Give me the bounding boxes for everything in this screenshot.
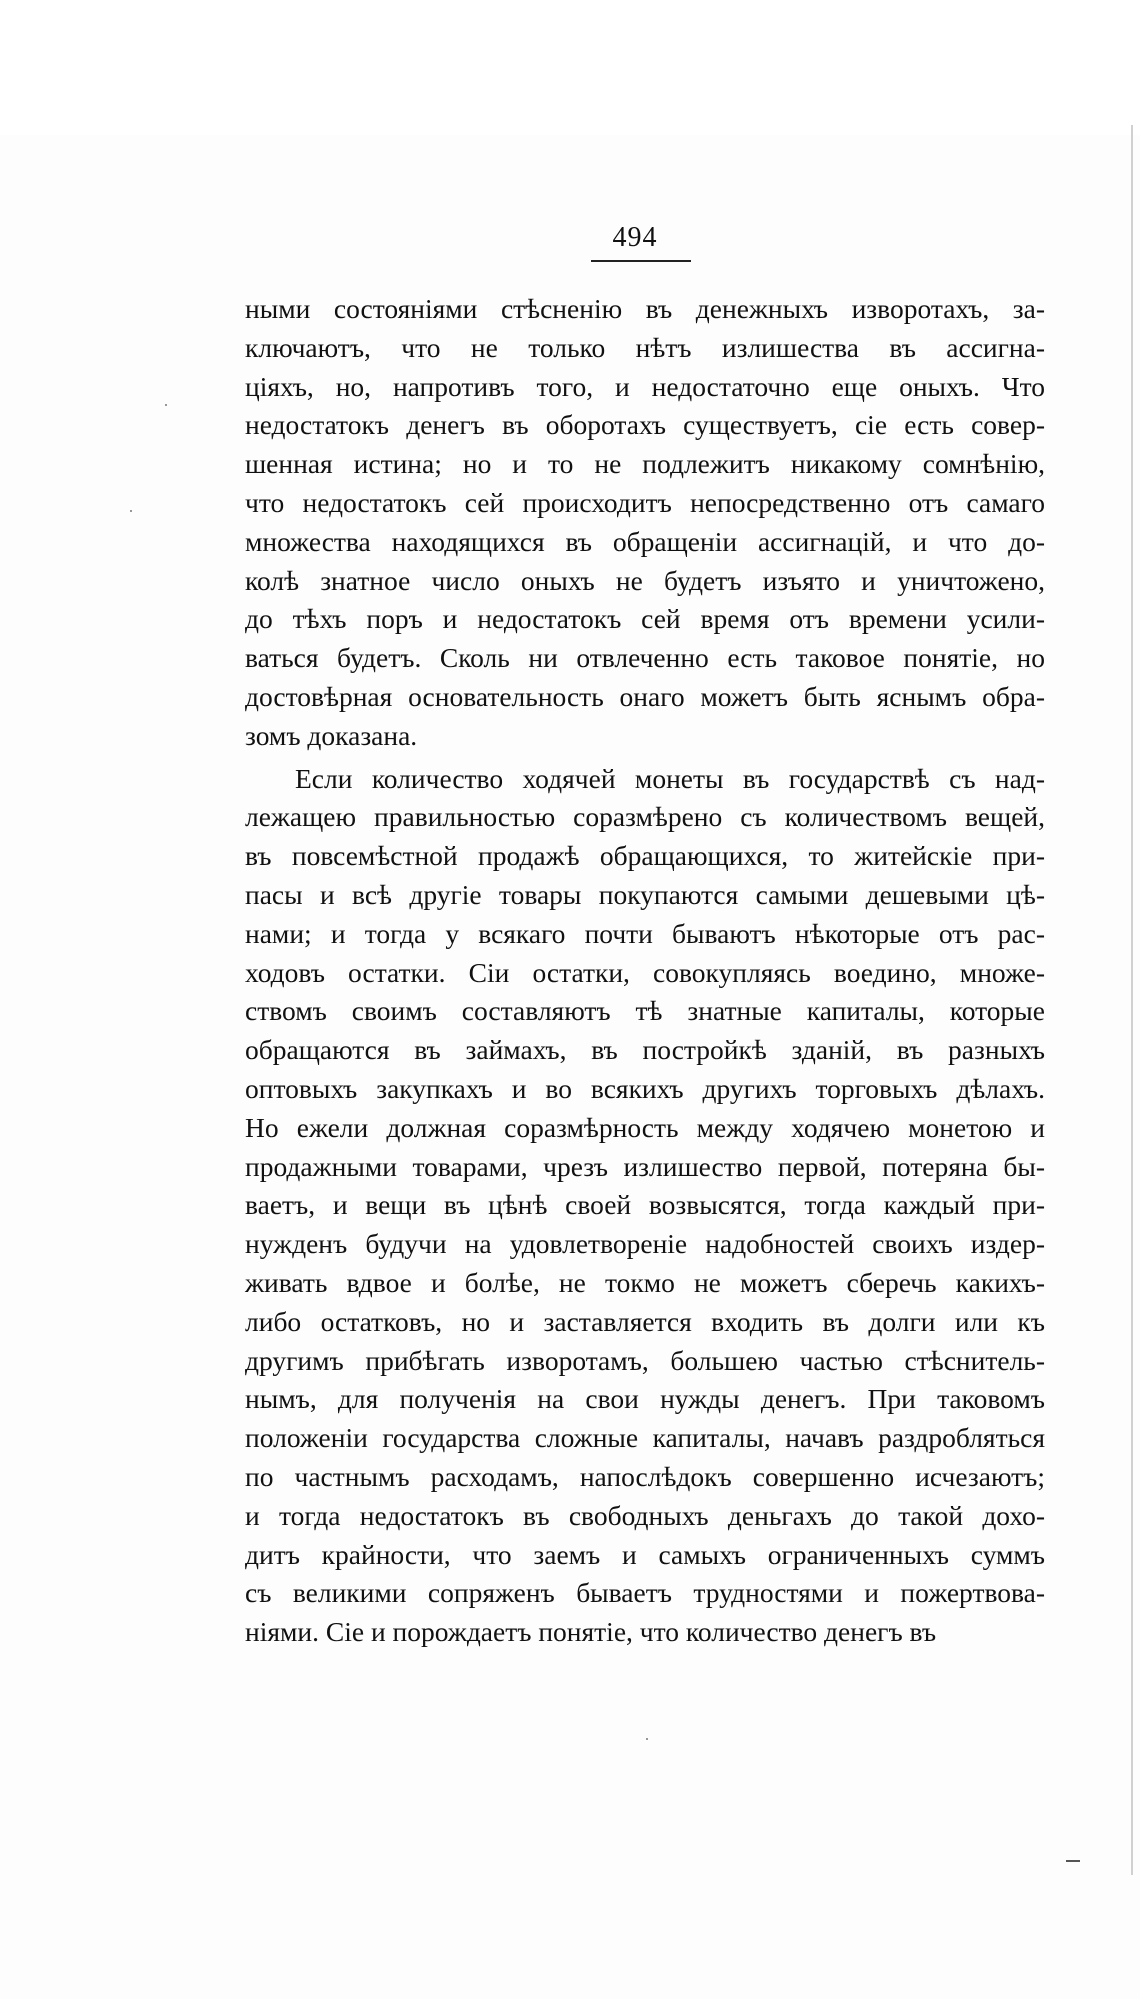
text-line: нымъ, для полученія на свои нужды денегъ. При таковомъ xyxy=(245,1383,1045,1415)
text-line: нужденъ будучи на удовлетвореніе надобностей своихъ издер- xyxy=(245,1228,1045,1260)
text-line: въ повсемѣстной продажѣ обращающихся, то житейскіе при- xyxy=(245,840,1045,872)
text-line: шенная истина; но и то не подлежитъ никакому сомнѣнію, xyxy=(245,448,1045,480)
text-line: достовѣрная основательность онаго можетъ быть яснымъ обра- xyxy=(245,680,1045,712)
text-line: съ великими сопряженъ бываетъ трудностями и пожертвова- xyxy=(245,1577,1045,1609)
text-line: положеніи государства сложные капиталы, начавъ раздробляться xyxy=(245,1422,1045,1454)
scan-speck xyxy=(130,510,132,512)
text-line: множества находящихся въ обращеніи ассигнацій, и что до- xyxy=(245,525,1045,557)
text-line: и тогда недостатокъ въ свободныхъ деньгахъ до такой дохо- xyxy=(245,1499,1045,1531)
text-line: продажными товарами, чрезъ излишество первой, потеряна бы- xyxy=(245,1150,1045,1182)
paragraph xyxy=(245,760,1045,1652)
text-line: живать вдвое и болѣе, не токмо не можетъ сберечь какихъ- xyxy=(245,1266,1045,1298)
text-line: лежащею правильностью соразмѣрено съ количествомъ вещей, xyxy=(245,801,1045,833)
scan-speck xyxy=(165,404,167,406)
scan-speck xyxy=(646,1738,648,1740)
text-line: ходовъ остатки. Сіи остатки, совокупляясь воедино, множе- xyxy=(245,956,1045,988)
text-line: ваться будетъ. Сколь ни отвлеченно есть таковое понятіе, но xyxy=(245,642,1045,674)
page-edge-line xyxy=(1131,125,1133,1875)
text-line: недостатокъ денегъ въ оборотахъ существуетъ, сіе есть совер- xyxy=(245,409,1045,441)
text-line: что недостатокъ сей происходитъ непосредственно отъ самаго xyxy=(245,486,1045,518)
text-line: ваетъ, и вещи въ цѣнѣ своей возвысятся, тогда каждый при- xyxy=(245,1189,1045,1221)
text-line: зомъ доказана. xyxy=(245,719,418,751)
text-line: ствомъ своимъ составляютъ тѣ знатные капиталы, которые xyxy=(245,995,1045,1027)
page-number-underline xyxy=(591,260,691,262)
page-number: 494 xyxy=(612,222,658,253)
text-line: пасы и всѣ другіе товары покупаются самыми дешевыми цѣ- xyxy=(245,878,1045,910)
text-line: нами; и тогда у всякаго почти бываютъ нѣкоторые отъ рас- xyxy=(245,917,1045,949)
text-line: по частнымъ расходамъ, напослѣдокъ совершенно исчезаютъ; xyxy=(245,1460,1045,1492)
page-top-margin xyxy=(0,0,1140,135)
paragraph xyxy=(245,290,1045,756)
text-line: ключаютъ, что не только нѣтъ излишества въ ассигна- xyxy=(245,331,1045,363)
text-line: колѣ знатное число оныхъ не будетъ изъято и уничтожено, xyxy=(245,564,1045,596)
text-line: ніями. Сіе и порождаетъ понятіе, что количество денегъ въ xyxy=(245,1616,937,1648)
text-line: либо остатковъ, но и заставляется входить въ долги или къ xyxy=(245,1305,1045,1337)
text-line: ціяхъ, но, напротивъ того, и недостаточно еще оныхъ. Что xyxy=(245,370,1045,402)
text-line: до тѣхъ поръ и недостатокъ сей время отъ времени усили- xyxy=(245,603,1045,635)
body-text xyxy=(245,290,1045,1652)
text-line: другимъ прибѣгать изворотамъ, большею частью стѣснитель- xyxy=(245,1344,1045,1376)
text-line: ными состояніями стѣсненію въ денежныхъ изворотахъ, за- xyxy=(245,293,1045,324)
text-line: оптовыхъ закупкахъ и во всякихъ другихъ торговыхъ дѣлахъ. xyxy=(245,1072,1045,1104)
scan-mark xyxy=(1066,1860,1080,1862)
text-line: Но ежели должная соразмѣрность между ходячею монетою и xyxy=(245,1111,1045,1143)
text-line: обращаются въ займахъ, въ постройкѣ зданій, въ разныхъ xyxy=(245,1034,1045,1066)
text-line: Если количество ходячей монеты въ государствѣ съ над- xyxy=(295,762,1045,794)
text-line: дитъ крайности, что заемъ и самыхъ ограниченныхъ суммъ xyxy=(245,1538,1045,1570)
